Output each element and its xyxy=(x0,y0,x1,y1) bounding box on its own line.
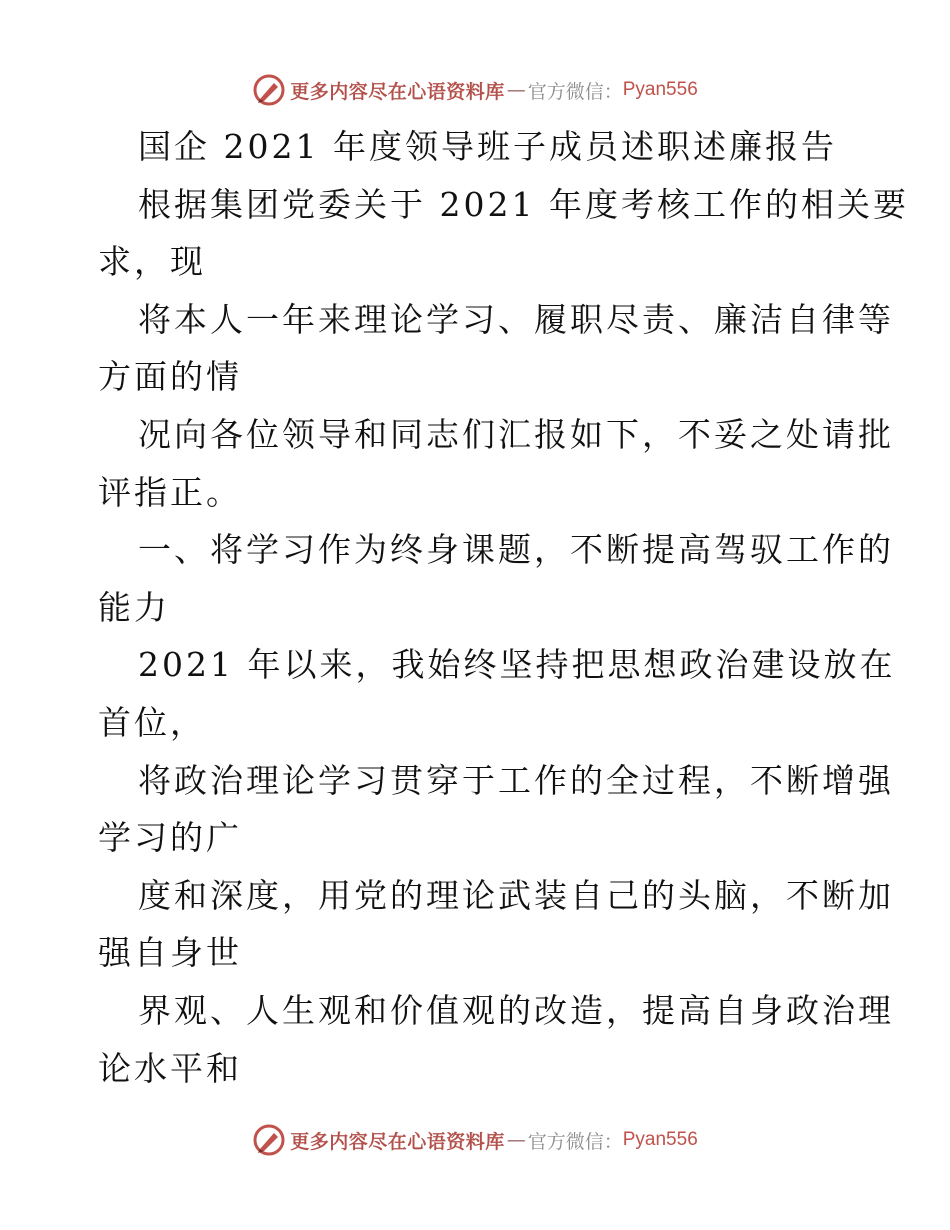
text-line: 2021 年以来，我始终坚持把思想政治建设放在 xyxy=(138,645,896,685)
text-line: 强自身世 xyxy=(98,933,242,973)
banner-dash: — xyxy=(506,1129,526,1151)
text-line: 评指正。 xyxy=(98,472,242,512)
text-line: 将政治理论学习贯穿于工作的全过程，不断增强 xyxy=(138,760,894,800)
banner-site-text: 更多内容尽在心语资料库 xyxy=(290,1130,505,1153)
text-line: 学习的广 xyxy=(98,818,242,858)
doc-title: 国企 2021 年度领导班子成员述职述廉报告 xyxy=(138,127,837,166)
banner-wechat-id: Pyan556 xyxy=(622,1129,698,1150)
banner-site-text: 更多内容尽在心语资料库 xyxy=(290,80,505,103)
text-line: 求，现 xyxy=(98,242,206,282)
section-heading: 一、将学习作为终身课题，不断提高驾驭工作的 xyxy=(138,530,894,570)
pen-logo-icon xyxy=(252,73,286,107)
document-body xyxy=(98,118,909,1097)
banner-wechat-id: Pyan556 xyxy=(622,79,698,100)
text-line: 首位， xyxy=(98,702,206,742)
banner-wechat-label: 官方微信： xyxy=(527,1130,623,1153)
banner-dash: — xyxy=(506,79,526,101)
pen-logo-icon xyxy=(252,1123,286,1157)
banner-wechat-label: 官方微信： xyxy=(527,80,623,103)
header-banner xyxy=(0,70,950,110)
footer-banner xyxy=(0,1120,950,1160)
text-line: 度和深度，用党的理论武装自己的头脑，不断加 xyxy=(138,875,894,915)
text-line: 根据集团党委关于 2021 年度考核工作的相关要 xyxy=(138,184,909,224)
text-line: 界观、人生观和价值观的改造，提高自身政治理 xyxy=(138,990,894,1030)
text-line: 况向各位领导和同志们汇报如下，不妥之处请批 xyxy=(138,414,894,454)
text-line: 方面的情 xyxy=(98,357,242,397)
text-line: 论水平和 xyxy=(98,1048,242,1088)
text-line: 将本人一年来理论学习、履职尽责、廉洁自律等 xyxy=(138,299,894,339)
section-heading-cont: 能力 xyxy=(98,587,170,627)
